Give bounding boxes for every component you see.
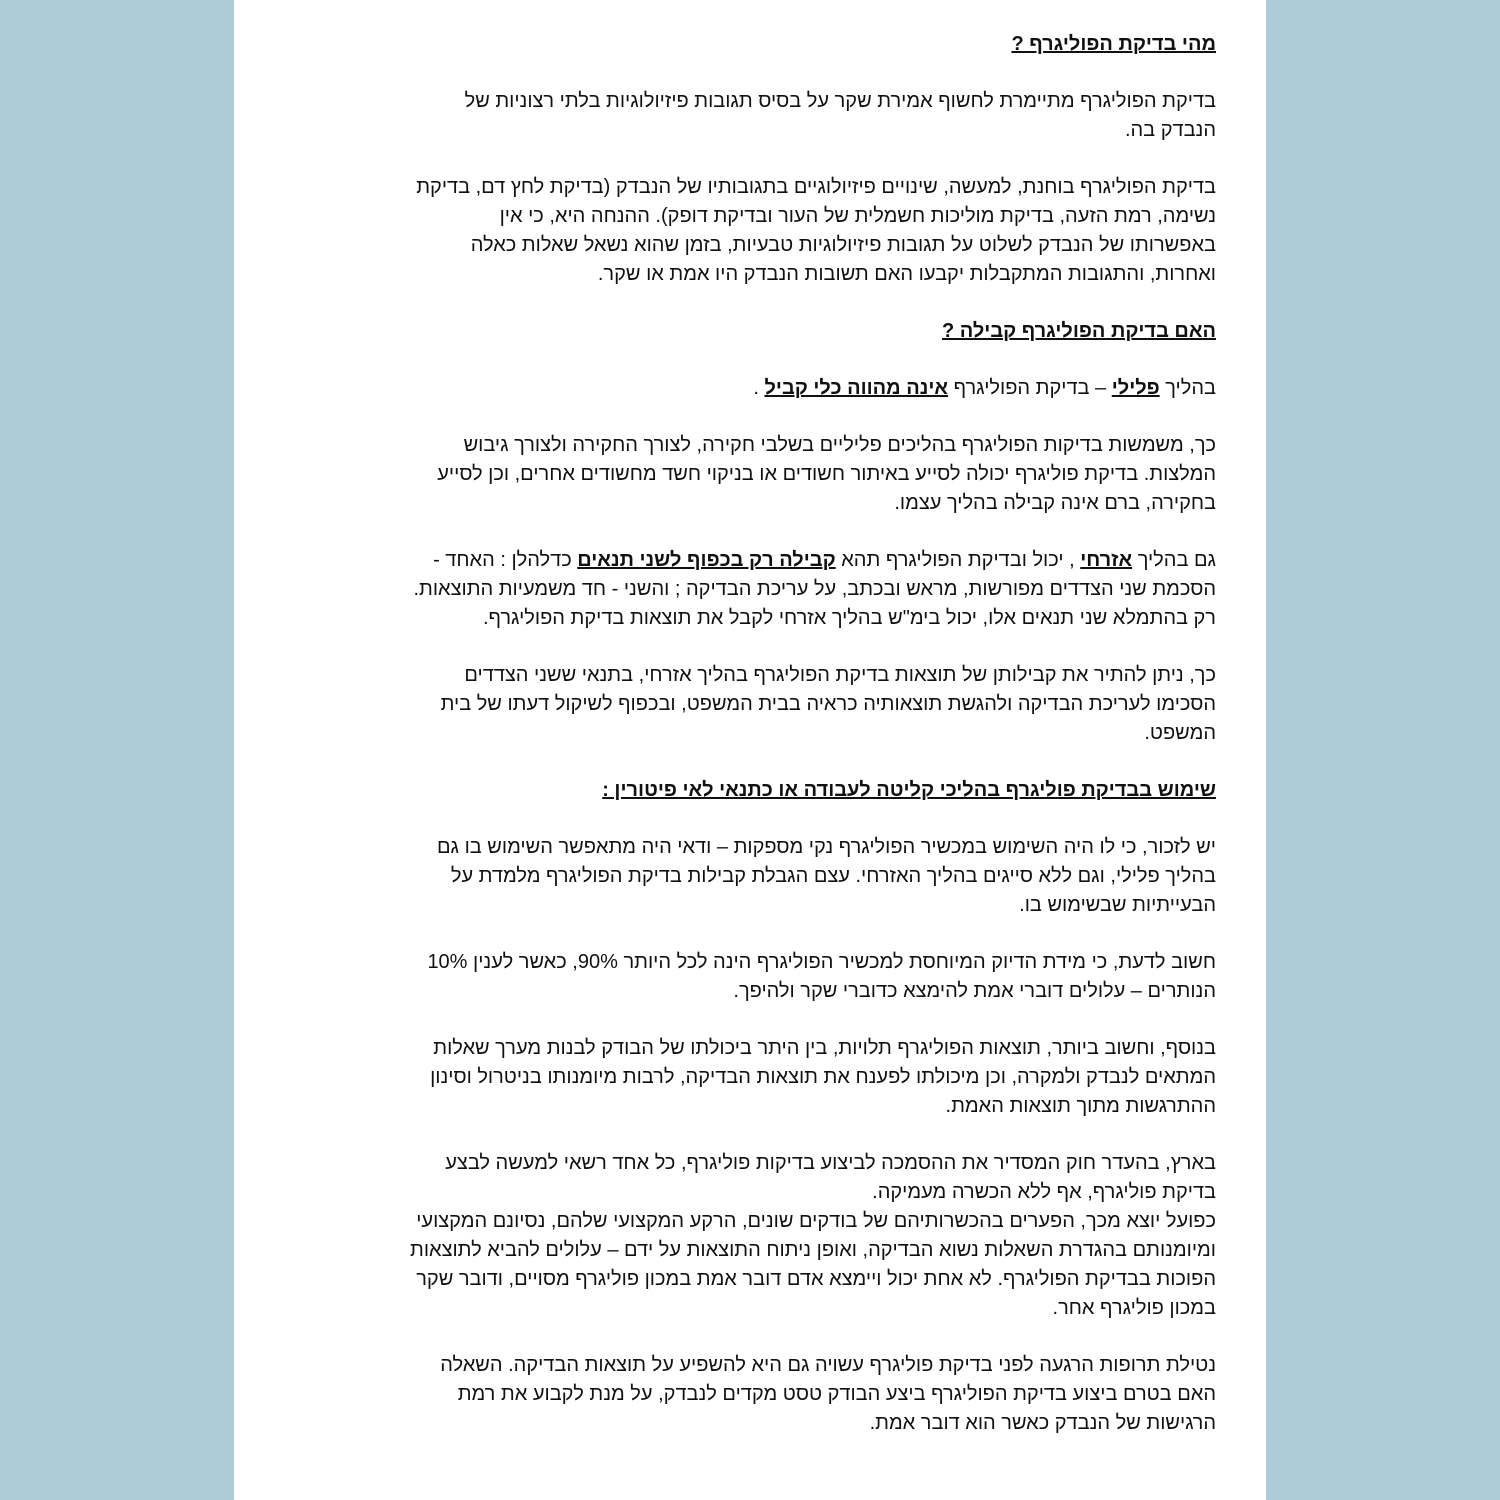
text-line: הבעייתיות שבשימוש בו. — [1019, 894, 1216, 916]
text-line: האם בטרם ביצוע בדיקת הפוליגרף ביצע הבודק טסט מקדים לנבדק, על מנת לקבוע את רמת — [457, 1383, 1216, 1405]
text-segment: . — [753, 377, 765, 399]
paragraph — [278, 1034, 1216, 1121]
text-line: הסכמת שני הצדדים מפורשות, מראש ובכתב, על עריכת הבדיקה ; והשני - חד משמעיות התוצאות. — [413, 578, 1216, 600]
text-line: ומיומנותם בהגדרת השאלות נשוא הבדיקה, ואופן ניתוח התוצאות על ידם – עלולים להביא לתוצאות — [410, 1239, 1216, 1261]
text-line: הפוכות בבדיקת הפוליגרף. לא אחת יכול ויימצא אדם דובר אמת במכון פוליגרף מסויים, ודובר שקר — [416, 1268, 1216, 1290]
text-segment: , יכול ובדיקת הפוליגרף תהא — [835, 549, 1081, 571]
text-segment: כדלהלן : האחד - — [433, 549, 578, 571]
text-line: ההתרגשות מתוך תוצאות האמת. — [945, 1095, 1216, 1117]
text-line: נשימה, רמת הזעה, בדיקת מוליכות חשמלית של העור ובדיקת דופק). ההנחה היא, כי אין — [499, 205, 1216, 227]
text-line — [278, 546, 1216, 575]
text-line: הסכימו לעריכת הבדיקה ולהגשת תוצאותיה כראיה בבית המשפט, ובכפוף לשיקול דעתו של בית — [440, 693, 1216, 715]
text-segment: גם בהליך — [1132, 549, 1216, 571]
emphasis-not-admissible: אינה מהווה כלי קביל — [764, 377, 949, 399]
text-line — [278, 374, 1216, 403]
text-line: כך, משמשות בדיקות הפוליגרף בהליכים פליליים בשלבי חקירה, לצורך החקירה ולצורך גיבוש — [463, 434, 1216, 456]
text-line: בדיקת הפוליגרף מתיימרת לחשוף אמירת שקר על בסיס תגובות פיזיולוגיות בלתי רצוניות של — [464, 90, 1216, 112]
text-line: באפשרותו של הנבדק לשלוט על תגובות פיזיולוגיות טבעיות, בזמן שהוא נשאל שאלות כאלה — [470, 234, 1216, 256]
text-line: הרגישות של הנבדק כאשר הוא דובר אמת. — [869, 1412, 1216, 1434]
paragraph — [278, 87, 1216, 145]
paragraph — [278, 431, 1216, 518]
text-line: המלצות. בדיקת פוליגרף יכולה לסייע באיתור חשודים או בניקוי חשד מחשודים אחרים, וכן לסייע — [437, 463, 1216, 485]
section-heading-is-polygraph-admissible: האם בדיקת הפוליגרף קבילה ? — [941, 320, 1216, 342]
paragraph — [278, 173, 1216, 289]
text-line: חשוב לדעת, כי מידת הדיוק המיוחסת למכשיר הפוליגרף הינה לכל היותר 90%, כאשר לענין 10% — [427, 951, 1216, 973]
emphasis-civil: אזרחי — [1080, 549, 1133, 571]
emphasis-criminal: פלילי — [1111, 377, 1160, 399]
paragraph — [278, 833, 1216, 920]
text-line: המתאים לנבדק ולמקרה, וכן מיכולתו לפענח את תוצאות הבדיקה, לרבות מיומנותו בניטרול וסינון — [430, 1066, 1216, 1088]
text-segment: – בדיקת הפוליגרף — [948, 377, 1112, 399]
paragraph — [278, 1149, 1216, 1323]
text-line: בנוסף, וחשוב ביותר, תוצאות הפוליגרף תלויות, בין היתר ביכולתו של הבודק לבנות מערך שאלות — [433, 1037, 1216, 1059]
text-line: נטילת תרופות הרגעה לפני בדיקת פוליגרף עשויה גם היא להשפיע על תוצאות הבדיקה. השאלה — [440, 1354, 1216, 1376]
text-line: ואחרות, והתגובות המתקבלות יקבעו האם תשובות הנבדק היו אמת או שקר. — [597, 263, 1216, 285]
text-line: בארץ, בהעדר חוק המסדיר את ההסמכה לביצוע בדיקות פוליגרף, כל אחד רשאי למעשה לבצע — [445, 1152, 1216, 1174]
text-line: במכון פוליגרף אחר. — [1052, 1297, 1216, 1319]
text-line: רק בהתמלא שני תנאים אלו, יכול בימ"ש בהליך אזרחי לקבל את תוצאות בדיקת הפוליגרף. — [482, 607, 1216, 629]
paragraph — [278, 1351, 1216, 1438]
paragraph — [278, 374, 1216, 403]
section-heading-employment-use: שימוש בבדיקת פוליגרף בהליכי קליטה לעבודה או כתנאי לאי פיטורין : — [602, 779, 1216, 801]
text-line: כך, ניתן להתיר את קבילותן של תוצאות בדיקת הפוליגרף בהליך אזרחי, בתנאי ששני הצדדים — [464, 664, 1216, 686]
text-line: בדיקת הפוליגרף בוחנת, למעשה, שינויים פיזיולוגיים בתגובותיו של הנבדק (בדיקת לחץ דם, בדיקת — [416, 176, 1216, 198]
text-segment: בהליך — [1159, 377, 1216, 399]
section-heading-what-is-polygraph: מהי בדיקת הפוליגרף ? — [1011, 33, 1216, 55]
emphasis-two-conditions: קבילה רק בכפוף לשני תנאים — [577, 549, 836, 571]
text-line: בדיקת פוליגרף, אף ללא הכשרה מעמיקה. — [872, 1181, 1216, 1203]
document-page — [234, 0, 1266, 1500]
paragraph — [278, 546, 1216, 633]
text-line: המשפט. — [1144, 722, 1216, 744]
text-line: בהליך פלילי, וגם ללא סייגים בהליך האזרחי. עצם הגבלת קבילות בדיקת הפוליגרף מלמדת על — [450, 865, 1216, 887]
text-line: בחקירה, ברם אינה קבילה בהליך עצמו. — [894, 492, 1216, 514]
text-line: הנבדק בה. — [1124, 119, 1216, 141]
text-line: יש לזכור, כי לו היה השימוש במכשיר הפוליגרף נקי מספקות – ודאי היה מתאפשר השימוש בו גם — [436, 836, 1216, 858]
paragraph — [278, 661, 1216, 748]
text-line: כפועל יוצא מכך, הפערים בהכשרותיהם של בודקים שונים, הרקע המקצועי שלהם, נסיונם המקצועי — [416, 1210, 1216, 1232]
paragraph — [278, 948, 1216, 1006]
text-line: הנותרים – עלולים דוברי אמת להימצא כדוברי שקר ולהיפך. — [733, 980, 1216, 1002]
